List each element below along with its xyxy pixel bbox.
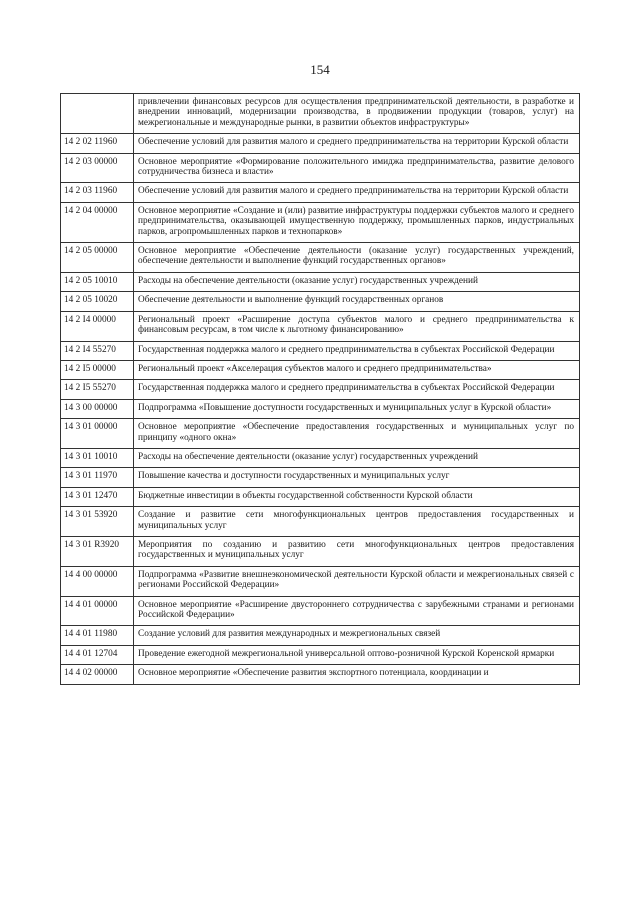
expense-description: Мероприятия по созданию и развитию сети многофункциональных центров предоставления государственных и муниципальных услуг <box>134 536 580 566</box>
classification-code: 14 2 I5 00000 <box>61 360 134 379</box>
table-row <box>61 292 580 311</box>
classification-code: 14 2 02 11960 <box>61 134 134 153</box>
classification-code: 14 2 05 10010 <box>61 272 134 291</box>
classification-code: 14 3 00 00000 <box>61 399 134 418</box>
expense-description: Основное мероприятие «Расширение двустороннего сотрудничества с зарубежными странами и регионами Российской Федерации» <box>134 596 580 626</box>
table-body <box>61 94 580 685</box>
classification-code: 14 2 03 11960 <box>61 183 134 202</box>
classification-code: 14 3 01 R3920 <box>61 536 134 566</box>
expense-description: Повышение качества и доступности государственных и муниципальных услуг <box>134 468 580 487</box>
classification-code: 14 2 05 00000 <box>61 243 134 273</box>
table-row <box>61 626 580 645</box>
expense-description: Основное мероприятие «Формирование положительного имиджа предпринимательства, развитие делового сотрудничества бизнеса и власти» <box>134 153 580 183</box>
classification-code: 14 2 04 00000 <box>61 202 134 242</box>
table-row <box>61 134 580 153</box>
table-row <box>61 399 580 418</box>
expense-description: Региональный проект «Расширение доступа субъектов малого и среднего предпринимательства к финансовым ресурсам, в том числе к льготному финансированию» <box>134 311 580 341</box>
expense-description: Проведение ежегодной межрегиональной универсальной оптово-розничной Курской Коренской ярмарки <box>134 645 580 664</box>
classification-code: 14 2 I4 00000 <box>61 311 134 341</box>
classification-code: 14 4 02 00000 <box>61 665 134 684</box>
table-row <box>61 202 580 242</box>
classification-code: 14 4 01 12704 <box>61 645 134 664</box>
classification-code: 14 4 00 00000 <box>61 566 134 596</box>
expense-description: Подпрограмма «Развитие внешнеэкономической деятельности Курской области и межрегиональных связей с регионами Российской Федерации» <box>134 566 580 596</box>
table-row <box>61 645 580 664</box>
table-row <box>61 94 580 134</box>
expense-description: Государственная поддержка малого и среднего предпринимательства в субъектах Российской Федерации <box>134 380 580 399</box>
expense-description: Создание условий для развития международных и межрегиональных связей <box>134 626 580 645</box>
expense-description: Обеспечение условий для развития малого и среднего предпринимательства на территории Курской области <box>134 183 580 202</box>
table-row <box>61 341 580 360</box>
table-row <box>61 507 580 537</box>
table-row <box>61 272 580 291</box>
expense-description: Государственная поддержка малого и среднего предпринимательства в субъектах Российской Федерации <box>134 341 580 360</box>
expense-description: Бюджетные инвестиции в объекты государственной собственности Курской области <box>134 487 580 506</box>
classification-code: 14 3 01 12470 <box>61 487 134 506</box>
expense-description: Расходы на обеспечение деятельности (оказание услуг) государственных учреждений <box>134 272 580 291</box>
table-row <box>61 419 580 449</box>
page-number: 154 <box>310 62 330 77</box>
table-row <box>61 665 580 684</box>
table-row <box>61 153 580 183</box>
table-row <box>61 566 580 596</box>
expense-description: Создание и развитие сети многофункциональных центров предоставления государственных и муниципальных услуг <box>134 507 580 537</box>
expense-description: Основное мероприятие «Обеспечение предоставления государственных и муниципальных услуг по принципу «одного окна» <box>134 419 580 449</box>
classification-code: 14 2 I5 55270 <box>61 380 134 399</box>
expense-description: Подпрограмма «Повышение доступности государственных и муниципальных услуг в Курской области» <box>134 399 580 418</box>
classification-code: 14 3 01 53920 <box>61 507 134 537</box>
expense-description: Расходы на обеспечение деятельности (оказание услуг) государственных учреждений <box>134 448 580 467</box>
expense-description: Обеспечение условий для развития малого и среднего предпринимательства на территории Курской области <box>134 134 580 153</box>
expense-description: Обеспечение деятельности и выполнение функций государственных органов <box>134 292 580 311</box>
classification-code: 14 4 01 00000 <box>61 596 134 626</box>
classification-code: 14 3 01 00000 <box>61 419 134 449</box>
table-row <box>61 380 580 399</box>
expense-description: Основное мероприятие «Создание и (или) развитие инфраструктуры поддержки субъектов малого и среднего предпринимательства, оказывающей имущественную поддержку, промышленных парков, индустриальных парков, агропромышленных парков и технопарков» <box>134 202 580 242</box>
classification-code: 14 2 I4 55270 <box>61 341 134 360</box>
table-row <box>61 183 580 202</box>
budget-classification-table <box>60 93 580 685</box>
table-row <box>61 311 580 341</box>
table-row <box>61 243 580 273</box>
classification-code: 14 2 05 10020 <box>61 292 134 311</box>
expense-description: привлечении финансовых ресурсов для осуществления предпринимательской деятельности, в разработке и внедрении инноваций, модернизации производства, в продвижении продукции (товаров, услуг) на межрегиональные и международные рынки, в развитии объектов инфраструктуры» <box>134 94 580 134</box>
table-row <box>61 596 580 626</box>
table-row <box>61 448 580 467</box>
table-row <box>61 468 580 487</box>
classification-code: 14 4 01 11980 <box>61 626 134 645</box>
classification-code <box>61 94 134 134</box>
expense-description: Основное мероприятие «Обеспечение деятельности (оказание услуг) государственных учреждений, обеспечение деятельности и выполнение функций государственных органов» <box>134 243 580 273</box>
expense-description: Основное мероприятие «Обеспечение развития экспортного потенциала, координации и <box>134 665 580 684</box>
classification-code: 14 3 01 11970 <box>61 468 134 487</box>
table-row <box>61 536 580 566</box>
classification-code: 14 3 01 10010 <box>61 448 134 467</box>
table-row <box>61 360 580 379</box>
expense-description: Региональный проект «Акселерация субъектов малого и среднего предпринимательства» <box>134 360 580 379</box>
table-row <box>61 487 580 506</box>
classification-code: 14 2 03 00000 <box>61 153 134 183</box>
